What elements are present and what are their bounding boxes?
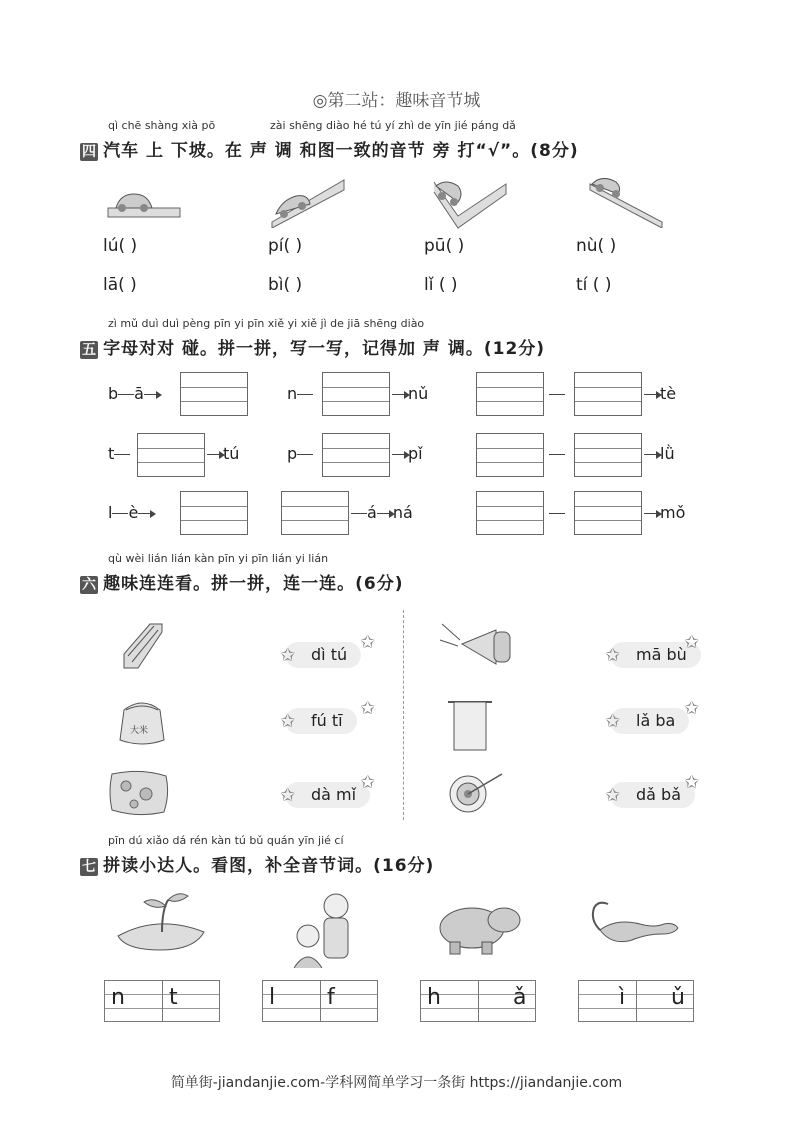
star-icon: ✩ <box>280 645 296 666</box>
flow-text: p <box>287 444 298 463</box>
tag-la-ba[interactable]: lǎ ba <box>610 708 689 734</box>
flow-r2a-pre <box>108 444 130 463</box>
write-box[interactable] <box>137 433 205 477</box>
answer-box-3[interactable] <box>420 980 536 1022</box>
rice-bag-icon[interactable] <box>116 696 168 748</box>
flow-text: mǒ <box>660 503 686 522</box>
box-letter: n <box>111 985 125 1010</box>
star-icon: ✩ <box>605 711 621 732</box>
sec4-number: 四 <box>82 144 96 160</box>
write-box[interactable] <box>574 372 642 416</box>
write-box[interactable] <box>180 372 248 416</box>
map-icon[interactable] <box>106 766 172 818</box>
haircut-icon <box>288 884 358 970</box>
star-icon: ✩ <box>684 632 700 653</box>
sec6-number: 六 <box>82 577 96 593</box>
car-uphill-icon <box>268 176 348 228</box>
flow-r1a <box>108 384 160 403</box>
write-box[interactable] <box>574 491 642 535</box>
box-letter: ǔ <box>671 985 685 1010</box>
write-box[interactable] <box>476 372 544 416</box>
flow-text: ā <box>134 384 144 403</box>
target-icon[interactable] <box>446 766 506 820</box>
flow-r2c-post <box>644 444 675 463</box>
sec4-pinyin-b: zài shēng diào hé tú yí zhì de yīn jié páng dǎ <box>270 119 516 132</box>
flow-r1b-post <box>392 384 428 403</box>
tag-ma-bu[interactable]: mā bù <box>610 642 701 668</box>
towel-icon[interactable] <box>446 696 494 754</box>
sec4-answer-1a[interactable]: lú( ) <box>103 236 138 256</box>
tag-di-tu[interactable]: dì tú <box>285 642 361 668</box>
sec5-pinyin: zì mǔ duì duì pèng pīn yi pīn xiě yi xiě jì de jiā shēng diào <box>108 317 425 330</box>
write-box[interactable] <box>180 491 248 535</box>
star-icon: ✩ <box>605 645 621 666</box>
sec6-points: (6分) <box>355 574 404 594</box>
flow-r3b <box>351 503 413 522</box>
sec7-number: 七 <box>82 859 96 875</box>
flow-r2a-post <box>207 444 239 463</box>
sec7-title: 拼读小达人。看图，补全音节词。 <box>103 856 374 876</box>
flow-text: n <box>287 384 298 403</box>
star-icon: ✩ <box>360 772 376 793</box>
write-box[interactable] <box>281 491 349 535</box>
sec4-answer-2a[interactable]: pí( ) <box>268 236 303 256</box>
sec4-answer-1b[interactable]: lā( ) <box>103 275 137 295</box>
star-icon: ✩ <box>605 785 621 806</box>
sec4-answer-4b[interactable]: tí ( ) <box>576 275 612 295</box>
flow-text: è <box>128 503 139 522</box>
box-letter: h <box>427 985 441 1010</box>
write-box[interactable] <box>322 372 390 416</box>
sec7-points: (16分) <box>373 856 435 876</box>
sec4-answer-2b[interactable]: bì( ) <box>268 275 303 295</box>
hippo-icon <box>430 894 524 956</box>
sec5-points: (12分) <box>483 339 546 359</box>
trumpet-icon[interactable] <box>436 618 518 672</box>
write-box[interactable] <box>574 433 642 477</box>
sprout-icon <box>112 888 210 954</box>
flow-r1c-post <box>644 384 676 403</box>
sec5-number: 五 <box>82 342 96 358</box>
star-icon: ✩ <box>684 772 700 793</box>
sec6-title: 趣味连连看。拼一拼，连一连。 <box>103 574 356 594</box>
flow-r3c-post <box>644 503 685 522</box>
flow-r3a <box>108 503 154 522</box>
flow-text: lǜ <box>660 444 675 463</box>
star-icon: ✩ <box>360 632 376 653</box>
sec4-heading <box>80 136 579 161</box>
sec5-heading <box>80 334 545 359</box>
escalator-icon[interactable] <box>120 618 166 672</box>
rice-bag-label: 大米 <box>130 726 149 736</box>
answer-box-4[interactable] <box>578 980 694 1022</box>
answer-box-2[interactable] <box>262 980 378 1022</box>
sec6-pinyin: qù wèi lián lián kàn pīn yi pīn lián yi lián <box>108 552 329 565</box>
write-box[interactable] <box>476 491 544 535</box>
flow-text: tú <box>223 444 240 463</box>
box-letter: ǎ <box>513 985 527 1010</box>
sec6-heading <box>80 569 403 594</box>
lizard-icon <box>586 894 682 956</box>
tag-da-mi[interactable]: dà mǐ <box>285 782 370 808</box>
flow-text: l <box>108 503 113 522</box>
sec5-title: 字母对对 碰。拼一拼，写一写，记得加 声 调。 <box>103 339 484 359</box>
car-downhill-icon <box>586 176 666 228</box>
flow-text: b <box>108 384 119 403</box>
box-letter: ì <box>619 985 626 1010</box>
flow-r1b-pre <box>287 384 313 403</box>
flow-dash <box>549 444 565 463</box>
box-letter: l <box>269 985 276 1010</box>
star-icon: ✩ <box>360 698 376 719</box>
flow-r2b-post <box>392 444 423 463</box>
box-letter: t <box>169 985 178 1010</box>
sec4-answer-4a[interactable]: nù( ) <box>576 236 617 256</box>
sec4-points: (8分) <box>530 141 579 161</box>
sec4-pinyin-a: qì chē shàng xià pō <box>108 119 216 132</box>
box-letter: f <box>327 985 335 1010</box>
footer-text: 简单街-jiandanjie.com-学科网简单学习一条街 https://jiandanjie.com <box>170 1075 623 1091</box>
star-icon: ✩ <box>684 698 700 719</box>
flow-dash <box>549 384 565 403</box>
flow-text: t <box>108 444 115 463</box>
star-icon: ✩ <box>280 785 296 806</box>
flow-r2b-pre <box>287 444 313 463</box>
flow-text: á <box>367 503 377 522</box>
center-divider <box>403 610 404 820</box>
sec4-answer-3b[interactable]: lǐ ( ) <box>424 275 458 295</box>
car-flat-icon <box>104 188 184 222</box>
flow-text: ná <box>392 503 413 522</box>
sec4-title: 汽车 上 下坡。在 声 调 和图一致的音节 旁 打“√”。 <box>103 141 531 161</box>
car-valley-icon <box>428 176 512 232</box>
star-icon: ✩ <box>280 711 296 732</box>
tag-da-ba[interactable]: dǎ bǎ <box>610 782 695 808</box>
answer-box-1[interactable] <box>104 980 220 1022</box>
write-box[interactable] <box>476 433 544 477</box>
flow-text: pǐ <box>408 444 423 463</box>
tag-fu-ti[interactable]: fú tī <box>285 708 357 734</box>
sec7-pinyin: pīn dú xiǎo dá rén kàn tú bǔ quán yīn jié cí <box>108 834 344 847</box>
flow-text: tè <box>660 384 677 403</box>
sec7-heading <box>80 851 434 876</box>
flow-dash <box>549 503 565 522</box>
flow-text: nǔ <box>408 384 429 403</box>
write-box[interactable] <box>322 433 390 477</box>
sec4-answer-3a[interactable]: pū( ) <box>424 236 465 256</box>
station-title: ◎第二站：趣味音节城 <box>312 91 481 111</box>
